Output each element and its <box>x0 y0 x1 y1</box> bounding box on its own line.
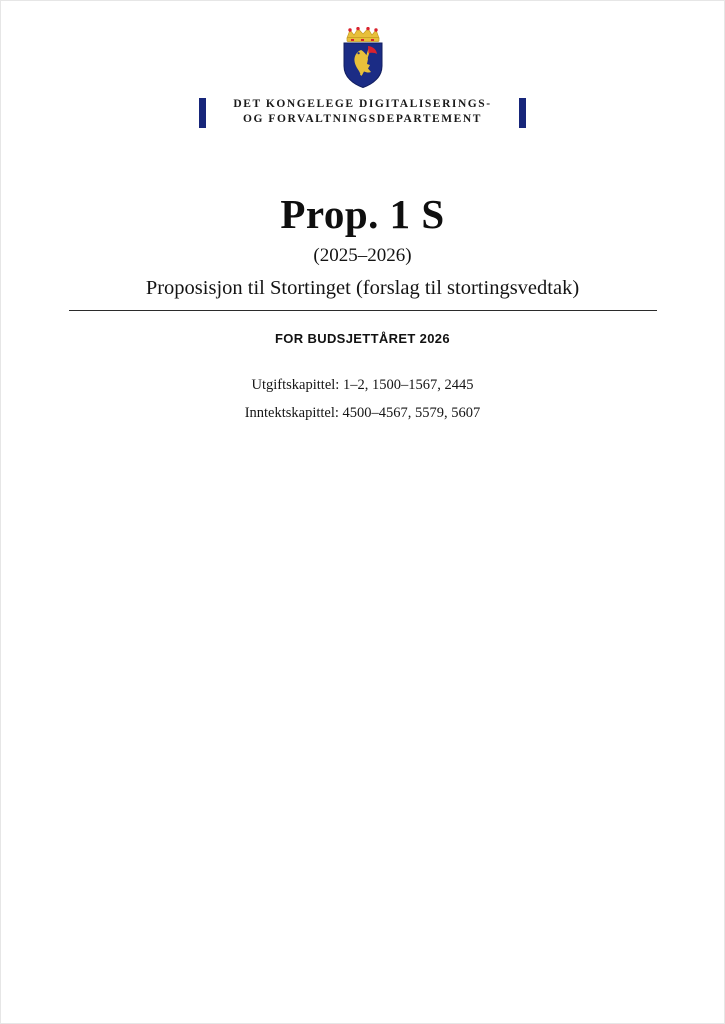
page-title: Prop. 1 S <box>280 190 445 237</box>
emblem-bar-left <box>199 98 206 128</box>
title-years: (2025–2026) <box>313 244 412 266</box>
emblem-block <box>1 1 724 127</box>
department-line-2: OG FORVALTNINGSDEPARTEMENT <box>243 113 482 126</box>
horizontal-divider <box>69 310 657 311</box>
list-item: Inntektskapittel: 4500–4567, 5579, 5607 <box>244 405 481 422</box>
title-block <box>1 190 724 300</box>
department-name <box>1 97 724 127</box>
budget-year-label: FOR BUDSJETTÅRET 2026 <box>275 330 450 346</box>
chapter-list <box>1 371 724 428</box>
norwegian-coat-of-arms-icon <box>337 27 389 89</box>
title-subtitle: Proposisjon til Stortinget (forslag til stortingsvedtak) <box>145 276 580 299</box>
emblem-bar-right <box>519 98 526 128</box>
list-item: Utgiftskapittel: 1–2, 1500–1567, 2445 <box>251 376 474 393</box>
department-line-1: DET KONGELEGE DIGITALISERINGS- <box>233 98 492 110</box>
